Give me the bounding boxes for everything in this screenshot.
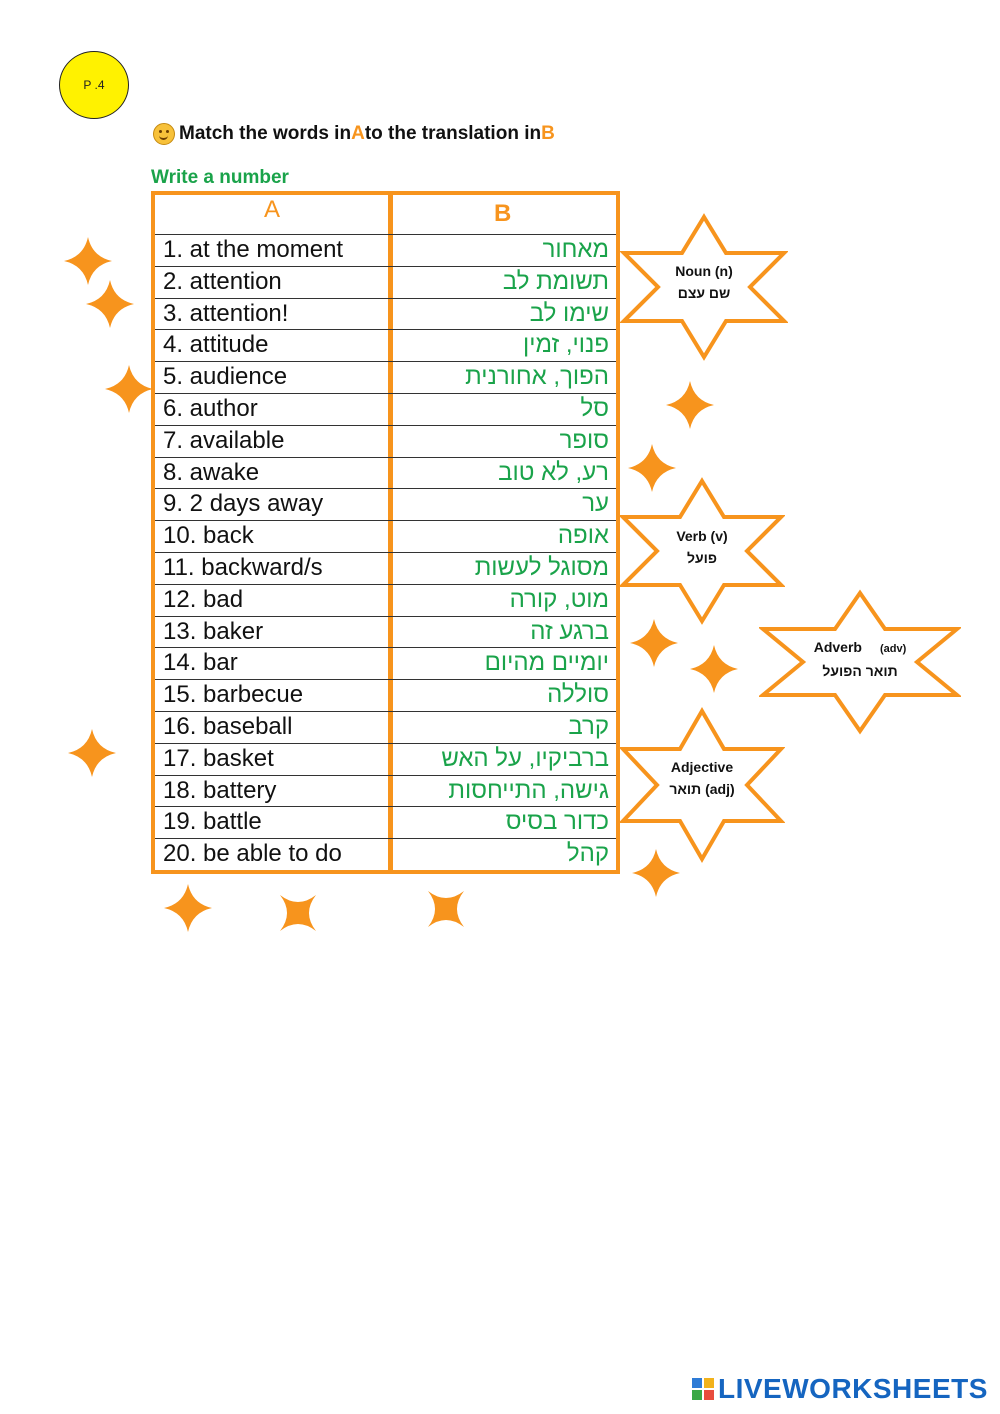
translation-b-cell: קהל <box>566 840 609 868</box>
verb-label-en: Verb (v) <box>676 528 728 544</box>
word-a-cell: 5. audience <box>163 363 288 391</box>
translation-b-cell: מאחור <box>542 236 609 263</box>
sparkle-icon <box>666 381 714 429</box>
instruction-part2: to the translation in <box>364 123 542 144</box>
translation-b-cell: מסוגל לעשות <box>474 554 609 581</box>
adverb-label-he: תואר הפועל <box>822 663 898 679</box>
instruction-b: B <box>541 123 555 144</box>
column-divider <box>388 191 393 874</box>
word-a-cell: 7. available <box>163 426 285 454</box>
word-a-cell: 4. attitude <box>163 331 269 359</box>
word-a-cell: 9. 2 days away <box>163 490 324 518</box>
word-a-cell: 16. baseball <box>163 713 293 740</box>
sparkle-icon <box>105 365 153 413</box>
sparkle-icon <box>86 280 134 328</box>
word-a-cell: 19. battle <box>163 808 262 836</box>
word-a-cell: 2. attention <box>163 267 282 295</box>
page-number-label: P .4 <box>83 78 105 92</box>
instruction-heading <box>153 123 555 145</box>
sparkle-x-icon <box>428 891 464 927</box>
word-a-cell: 8. awake <box>163 458 260 486</box>
adjective-label-he: (adj) תואר <box>669 781 735 797</box>
translation-b-cell: ער <box>582 490 609 518</box>
adverb-label-abbr: (adv) <box>879 643 907 655</box>
word-a-cell: 12. bad <box>163 585 244 613</box>
translation-b-cell: ברביקיו, על האש <box>441 744 609 772</box>
translation-b-cell: סופר <box>559 426 609 454</box>
translation-b-cell: גישה, התייחסות <box>448 776 609 804</box>
sparkle-icon <box>690 645 738 693</box>
word-a-cell: 17. basket <box>163 744 274 772</box>
translation-b-cell: סוללה <box>547 681 609 709</box>
noun-label-he: שם עצם <box>677 285 731 301</box>
translation-b-cell: יומיים מהיום <box>484 649 609 677</box>
smiley-icon <box>153 123 175 145</box>
liveworksheets-brand <box>692 1373 988 1405</box>
translation-b-cell: הפוך, אחורנית <box>465 363 609 391</box>
word-a-cell: 6. author <box>163 395 258 422</box>
word-a-cell: 3. attention! <box>163 299 289 327</box>
adverb-label-en: Adverb <box>813 639 862 655</box>
translation-b-cell: מוט, קורה <box>509 585 609 613</box>
verb-star-label <box>648 525 756 569</box>
verb-label-he: פועל <box>686 550 717 566</box>
adverb-star-label <box>800 636 920 682</box>
word-a-cell: 15. barbecue <box>163 681 304 709</box>
word-a-cell: 20. be able to do <box>163 840 342 868</box>
word-a-cell: 11. backward/s <box>163 554 323 581</box>
adjective-star-label <box>648 756 756 800</box>
word-a-cell: 18. battery <box>163 776 277 804</box>
sparkle-icon <box>68 729 116 777</box>
word-a-cell: 10. back <box>163 522 254 550</box>
brand-text: LIVEWORKSHEETS <box>718 1373 988 1404</box>
adjective-label-en: Adjective <box>670 759 734 775</box>
page-number-badge <box>59 51 129 119</box>
instruction-a: A <box>351 123 365 144</box>
translation-b-cell: קרב <box>568 713 609 740</box>
translation-b-cell: כדור בסיס <box>505 808 609 836</box>
sparkle-icon <box>164 884 212 932</box>
translation-b-cell: רע, לא טוב <box>498 458 609 486</box>
translation-b-cell: תשומת לב <box>502 267 609 295</box>
sparkle-x-icon <box>280 895 316 931</box>
column-b-header: B <box>494 200 512 227</box>
translation-b-cell: סל <box>580 395 609 422</box>
word-a-cell: 14. bar <box>163 649 238 677</box>
translation-b-cell: פנוי, זמין <box>522 331 609 359</box>
sparkle-icon <box>630 619 678 667</box>
liveworksheets-logo-icon <box>692 1378 714 1400</box>
word-a-cell: 1. at the moment <box>163 236 344 263</box>
translation-b-cell: אופה <box>557 522 609 550</box>
instruction-part1: Match the words in <box>179 123 352 144</box>
translation-b-cell: ברגע זה <box>530 617 609 645</box>
subtitle: Write a number <box>151 167 289 188</box>
sparkle-icon <box>64 237 112 285</box>
translation-b-cell: שימו לב <box>529 299 609 327</box>
word-a-cell: 13. baker <box>163 617 264 645</box>
column-a-header: A <box>263 196 280 223</box>
noun-label-en: Noun (n) <box>675 263 733 279</box>
noun-star-label <box>650 260 758 304</box>
